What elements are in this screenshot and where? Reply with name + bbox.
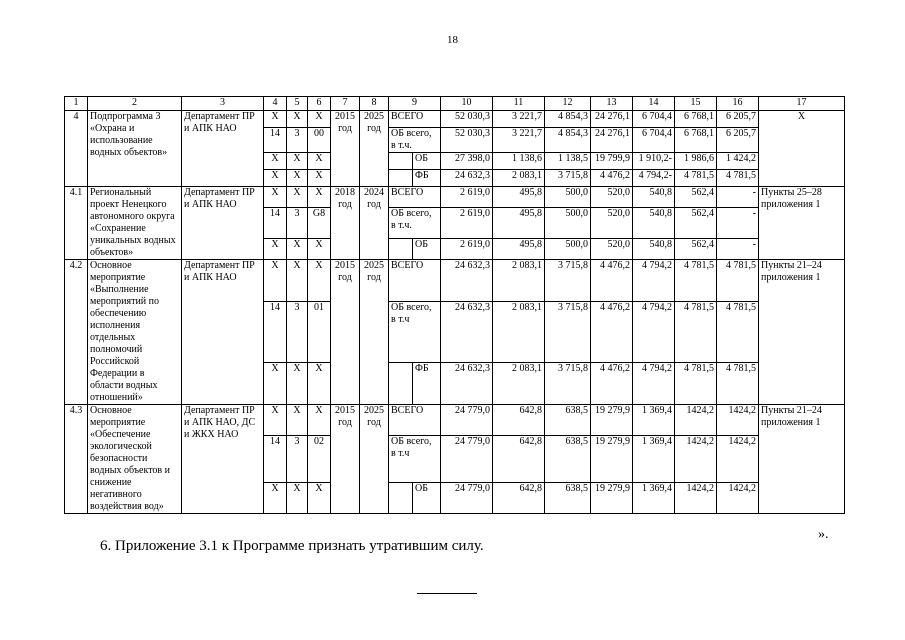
code-cell: Х [287,111,308,128]
amount-cell: 24 632,3 [441,260,493,302]
amount-cell: 4 781,5 [675,363,717,405]
amount-cell: 495,8 [493,238,545,259]
amount-cell: 2 083,1 [493,363,545,405]
amount-cell: 540,8 [633,238,675,259]
amount-cell: 6 768,1 [675,128,717,153]
amount-cell: 3 715,8 [545,170,591,187]
executor: Департамент ПР и АПК НАО, ДС и ЖКХ НАО [182,405,264,514]
code-cell: Х [264,363,287,405]
header-cell: 7 [331,97,360,111]
header-cell: 8 [360,97,389,111]
amount-cell: 19 279,9 [591,436,633,482]
amount-cell: 4 476,2 [591,170,633,187]
amount-cell: 638,5 [545,405,591,436]
table-row [65,111,845,128]
amount-cell: 24 276,1 [591,128,633,153]
header-cell: 9 [389,97,441,111]
code-cell: Х [308,187,331,208]
funding-source-indent [389,363,413,405]
funding-source: ВСЕГО [389,111,441,128]
amount-cell: 500,0 [545,208,591,239]
amount-cell: 1424,2 [717,482,759,513]
amount-cell: - [717,238,759,259]
code-cell: Х [308,260,331,302]
amount-cell: 4 476,2 [591,363,633,405]
funding-source: ФБ [413,170,441,187]
header-cell: 17 [759,97,845,111]
code-cell: 14 [264,301,287,362]
amount-cell: 1 424,2 [717,153,759,170]
activity-name: Основное мероприятие «Обеспечение экологической безопасности водных объектов и снижение негативного воздействия вод» [88,405,182,514]
amount-cell: 1 369,4 [633,482,675,513]
header-cell: 2 [88,97,182,111]
amount-cell: 2 083,1 [493,170,545,187]
amount-cell: 495,8 [493,187,545,208]
code-cell: 3 [287,436,308,482]
end-year: 2025 год [360,260,389,405]
amount-cell: 4 781,5 [717,363,759,405]
amount-cell: 540,8 [633,187,675,208]
amount-cell: 4 781,5 [675,301,717,362]
funding-source: ВСЕГО [389,187,441,208]
executor: Департамент ПР и АПК НАО [182,187,264,260]
code-cell: 3 [287,128,308,153]
amount-cell: 1424,2 [675,405,717,436]
header-cell: 6 [308,97,331,111]
funding-source: ОБ [413,153,441,170]
code-cell: Х [308,363,331,405]
funding-source-indent [389,153,413,170]
funding-source: ОБ всего, в т.ч. [389,128,441,153]
code-cell: Х [264,405,287,436]
amount-cell: 6 704,4 [633,128,675,153]
closing-quote: ». [818,527,829,542]
amount-cell: 52 030,3 [441,111,493,128]
amount-cell: 4 781,5 [675,170,717,187]
amount-cell: 540,8 [633,208,675,239]
code-cell: G8 [308,208,331,239]
note-cell: Пункты 25–28 приложения 1 [759,187,845,260]
amount-cell: 4 794,2- [633,170,675,187]
footer-note: 6. Приложение 3.1 к Программе признать утратившим силу. [100,538,484,554]
code-cell: Х [287,405,308,436]
header-cell: 12 [545,97,591,111]
amount-cell: 2 619,0 [441,238,493,259]
code-cell: Х [264,111,287,128]
activity-name: Региональный проект Ненецкого автономного округа «Сохранение уникальных водных объектов» [88,187,182,260]
code-cell: 02 [308,436,331,482]
executor: Департамент ПР и АПК НАО [182,111,264,187]
header-row [65,97,845,111]
amount-cell: 1 369,4 [633,405,675,436]
amount-cell: 562,4 [675,187,717,208]
amount-cell: 4 476,2 [591,260,633,302]
amount-cell: 3 715,8 [545,363,591,405]
amount-cell: 24 779,0 [441,405,493,436]
code-cell: Х [308,111,331,128]
amount-cell: 1 986,6 [675,153,717,170]
amount-cell: 4 781,5 [717,170,759,187]
amount-cell: 4 854,3 [545,111,591,128]
amount-cell: 2 083,1 [493,301,545,362]
funding-source: ФБ [413,363,441,405]
funding-source: ВСЕГО [389,260,441,302]
amount-cell: 27 398,0 [441,153,493,170]
amount-cell: 642,8 [493,482,545,513]
amount-cell: 638,5 [545,436,591,482]
funding-source: ОБ всего, в т.ч [389,436,441,482]
code-cell: 14 [264,436,287,482]
funding-source: ОБ [413,238,441,259]
row-number: 4.3 [65,405,88,514]
code-cell: 00 [308,128,331,153]
code-cell: Х [264,170,287,187]
amount-cell: 24 632,3 [441,301,493,362]
header-cell: 16 [717,97,759,111]
amount-cell: 1 369,4 [633,436,675,482]
code-cell: 14 [264,208,287,239]
funding-source: ОБ [413,482,441,513]
amount-cell: 4 794,2 [633,301,675,362]
amount-cell: 562,4 [675,208,717,239]
amount-cell: 1 910,2- [633,153,675,170]
amount-cell: 520,0 [591,187,633,208]
budget-table [64,96,845,514]
amount-cell: 4 794,2 [633,260,675,302]
header-cell: 5 [287,97,308,111]
start-year: 2015 год [331,405,360,514]
table-row [65,260,845,302]
amount-cell: 3 221,7 [493,128,545,153]
amount-cell: 1 138,5 [545,153,591,170]
table-row [65,405,845,436]
amount-cell: 2 619,0 [441,208,493,239]
amount-cell: 4 781,5 [717,260,759,302]
activity-name: Подпрограмма 3 «Охрана и использование водных объектов» [88,111,182,187]
activity-name: Основное мероприятие «Выполнение мероприятий по обеспечению исполнения отдельных полномочий Российской Федерации в области водных отношений» [88,260,182,405]
amount-cell: 6 768,1 [675,111,717,128]
code-cell: Х [264,238,287,259]
amount-cell: - [717,208,759,239]
row-number: 4.1 [65,187,88,260]
amount-cell: 3 221,7 [493,111,545,128]
amount-cell: 520,0 [591,208,633,239]
funding-source-indent [389,170,413,187]
note-cell: Пункты 21–24 приложения 1 [759,405,845,514]
table-row [65,187,845,208]
header-cell: 13 [591,97,633,111]
code-cell: Х [287,482,308,513]
amount-cell: 24 779,0 [441,436,493,482]
note-cell: Х [759,111,845,187]
amount-cell: 52 030,3 [441,128,493,153]
code-cell: Х [287,170,308,187]
header-cell: 15 [675,97,717,111]
amount-cell: 1 138,6 [493,153,545,170]
row-number: 4.2 [65,260,88,405]
row-number: 4 [65,111,88,187]
code-cell: Х [308,170,331,187]
amount-cell: 24 632,3 [441,363,493,405]
amount-cell: 495,8 [493,208,545,239]
amount-cell: 2 619,0 [441,187,493,208]
amount-cell: 6 205,7 [717,111,759,128]
amount-cell: - [717,187,759,208]
amount-cell: 24 632,3 [441,170,493,187]
amount-cell: 24 779,0 [441,482,493,513]
header-cell: 3 [182,97,264,111]
start-year: 2015 год [331,260,360,405]
code-cell: Х [264,482,287,513]
code-cell: Х [308,153,331,170]
amount-cell: 4 854,3 [545,128,591,153]
end-year: 2025 год [360,111,389,187]
funding-source: ОБ всего, в т.ч. [389,208,441,239]
header-cell: 1 [65,97,88,111]
page-number: 18 [447,34,458,46]
code-cell: 3 [287,301,308,362]
amount-cell: 19 279,9 [591,482,633,513]
amount-cell: 6 205,7 [717,128,759,153]
header-cell: 14 [633,97,675,111]
header-cell: 10 [441,97,493,111]
amount-cell: 19 279,9 [591,405,633,436]
amount-cell: 500,0 [545,238,591,259]
amount-cell: 19 799,9 [591,153,633,170]
code-cell: Х [287,363,308,405]
code-cell: 14 [264,128,287,153]
amount-cell: 1424,2 [717,436,759,482]
start-year: 2015 год [331,111,360,187]
code-cell: Х [264,153,287,170]
funding-source: ОБ всего, в т.ч [389,301,441,362]
amount-cell: 24 276,1 [591,111,633,128]
amount-cell: 4 781,5 [675,260,717,302]
code-cell: 3 [287,208,308,239]
code-cell: Х [308,405,331,436]
amount-cell: 1424,2 [675,436,717,482]
code-cell: Х [287,260,308,302]
end-year: 2025 год [360,405,389,514]
funding-source-indent [389,482,413,513]
header-cell: 11 [493,97,545,111]
code-cell: Х [264,260,287,302]
code-cell: 01 [308,301,331,362]
amount-cell: 1424,2 [717,405,759,436]
code-cell: Х [308,482,331,513]
amount-cell: 642,8 [493,436,545,482]
amount-cell: 4 794,2 [633,363,675,405]
amount-cell: 6 704,4 [633,111,675,128]
funding-source-indent [389,238,413,259]
executor: Департамент ПР и АПК НАО [182,260,264,405]
amount-cell: 4 781,5 [717,301,759,362]
amount-cell: 520,0 [591,238,633,259]
code-cell: Х [308,238,331,259]
amount-cell: 3 715,8 [545,260,591,302]
amount-cell: 642,8 [493,405,545,436]
amount-cell: 3 715,8 [545,301,591,362]
amount-cell: 500,0 [545,187,591,208]
header-cell: 4 [264,97,287,111]
code-cell: Х [264,187,287,208]
amount-cell: 562,4 [675,238,717,259]
funding-source: ВСЕГО [389,405,441,436]
code-cell: Х [287,187,308,208]
amount-cell: 2 083,1 [493,260,545,302]
start-year: 2018 год [331,187,360,260]
amount-cell: 4 476,2 [591,301,633,362]
note-cell: Пункты 21–24 приложения 1 [759,260,845,405]
code-cell: Х [287,238,308,259]
end-year: 2024 год [360,187,389,260]
code-cell: Х [287,153,308,170]
separator-line [417,593,477,594]
amount-cell: 1424,2 [675,482,717,513]
amount-cell: 638,5 [545,482,591,513]
